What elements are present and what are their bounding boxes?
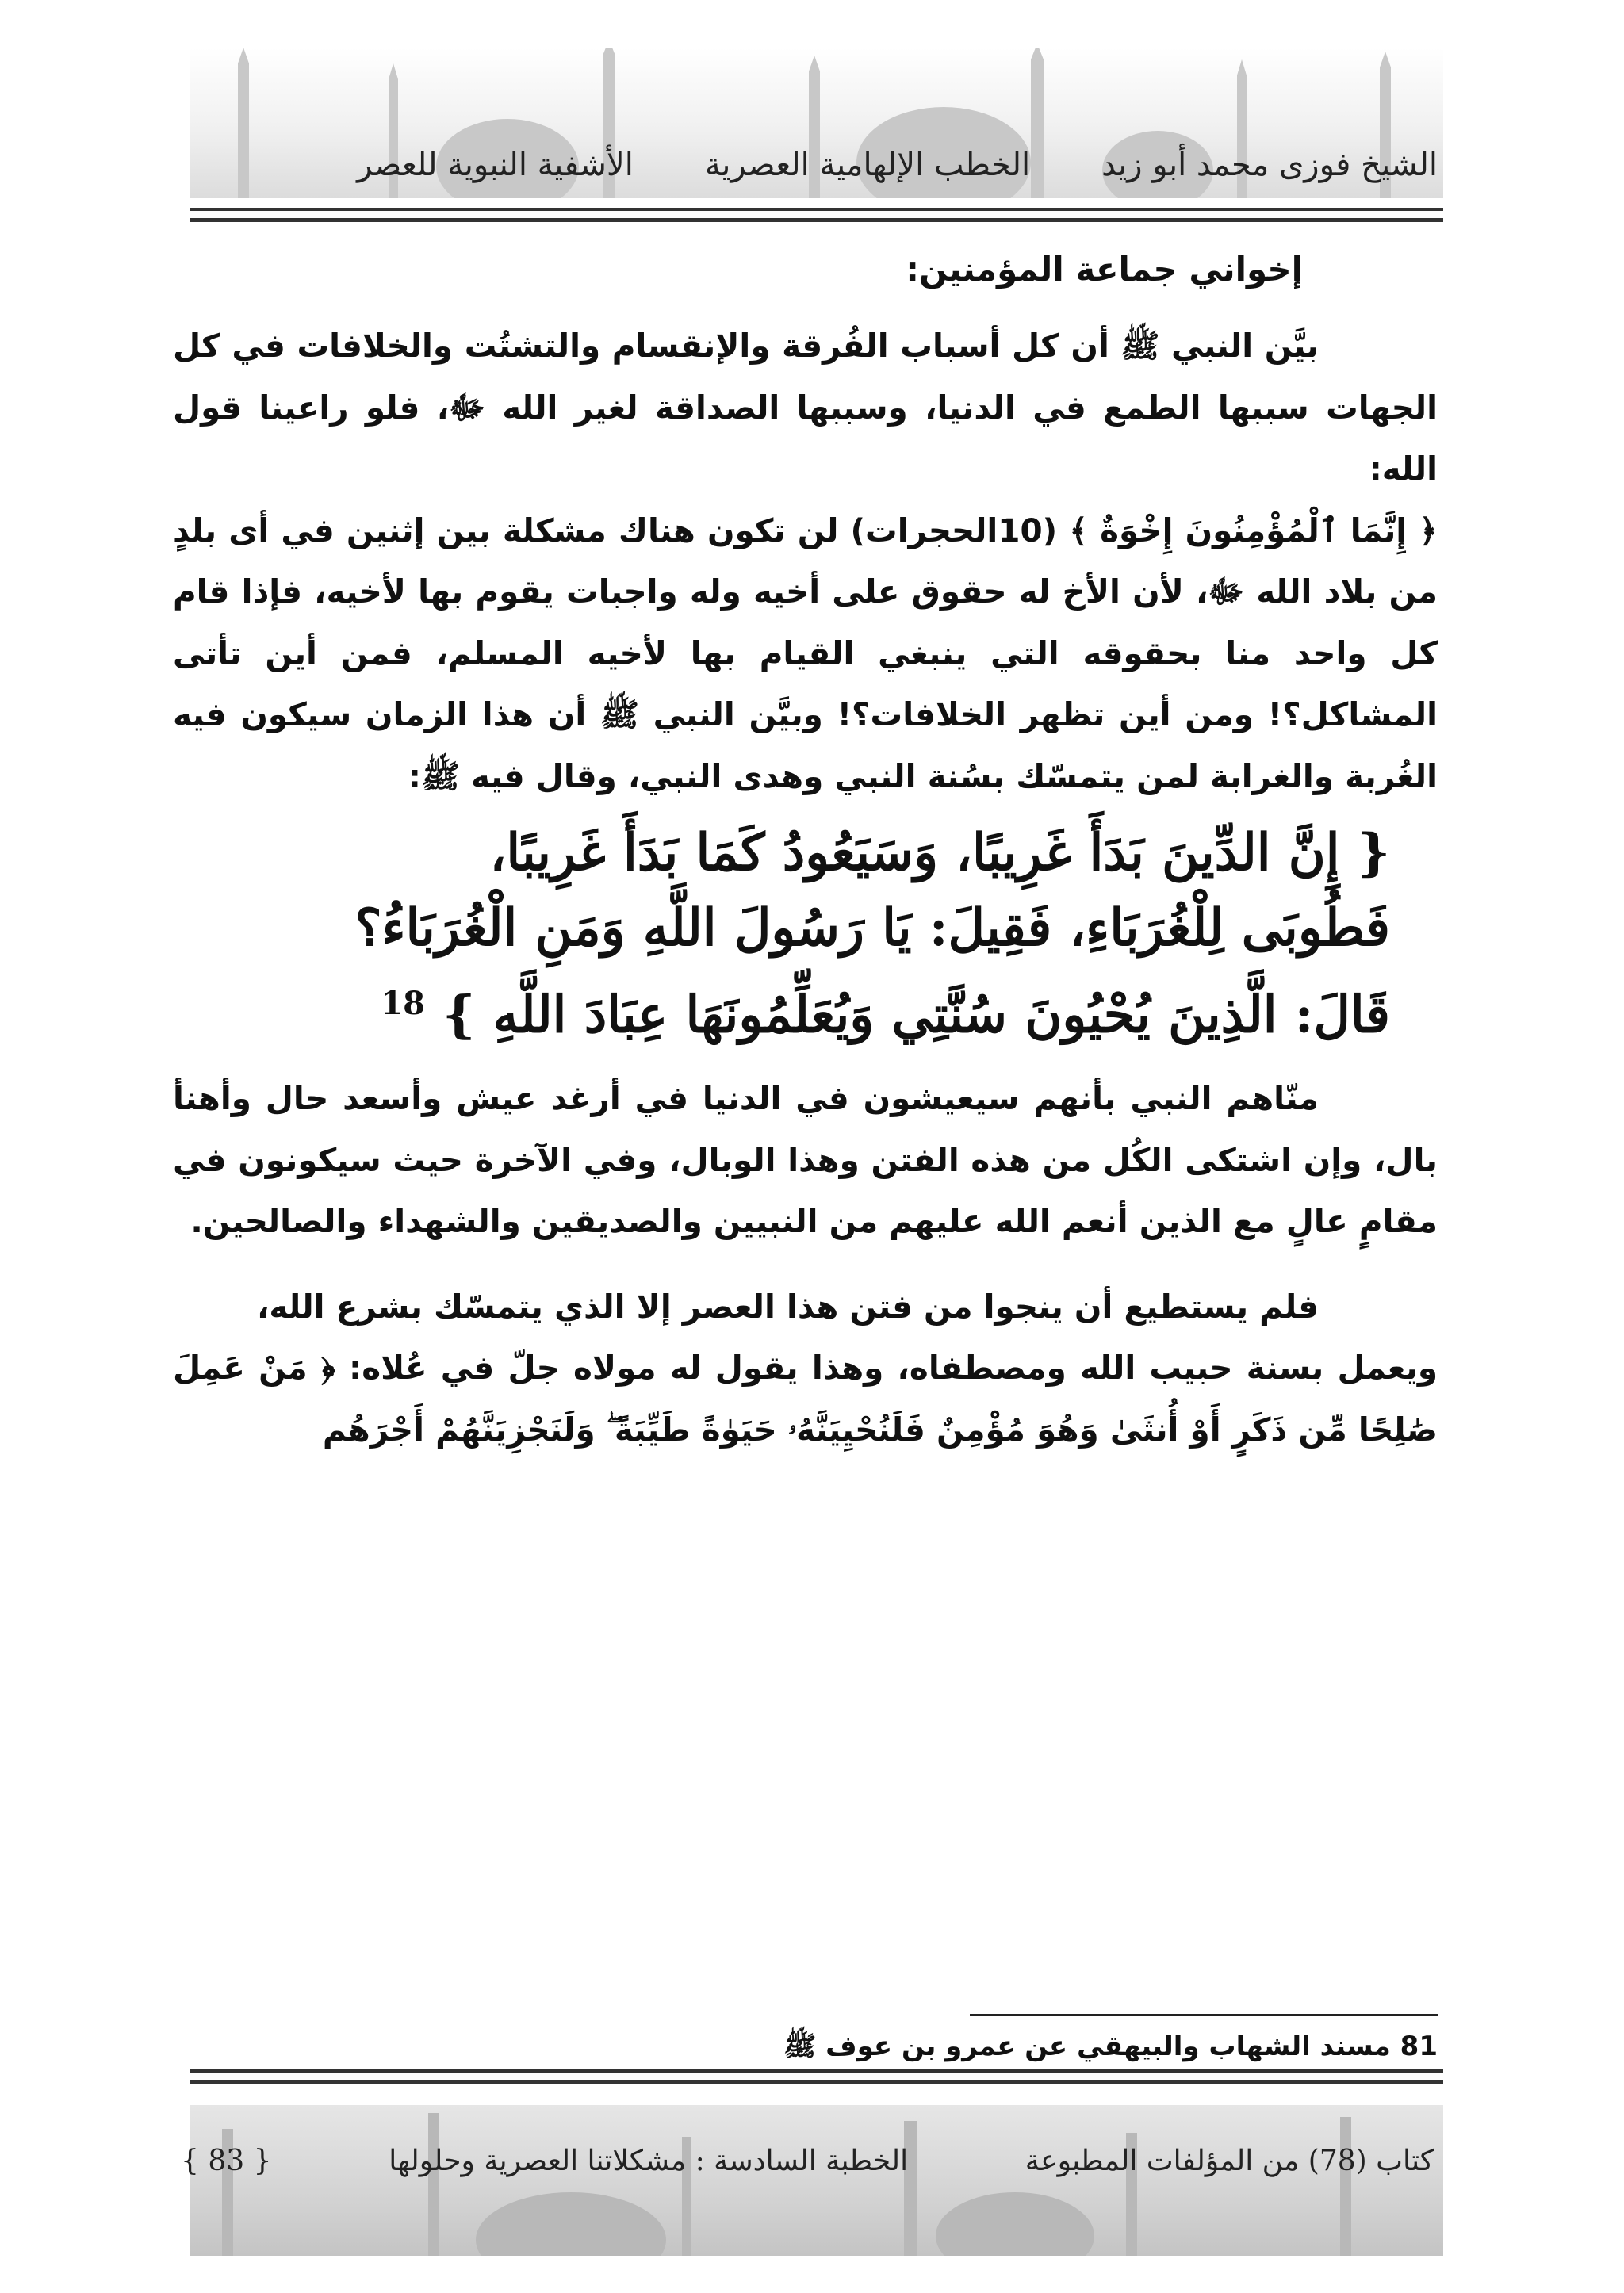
hadith-line-3: قَالَ: الَّذِينَ يُحْيُونَ سُنَّتِي وَيُعَلِّمُونَهَا عِبَادَ اللَّهِ } (442, 985, 1390, 1045)
paragraph-3: منّاهم النبي بأنهم سيعيشون في الدنيا في أرغد عيش وأسعد حال وأهنأ بال، وإن اشتكى الكُل من هذه الفتن وهذا الوبال، وفي الآخرة حيث سيكونون في مقامٍ عالٍ مع الذين أنعم الله عليهم من النبيين والصديقين والشهداء والصالحين. (173, 1079, 1438, 1241)
header-series-title: الأشفية النبوية للعصر (357, 147, 634, 183)
footnote-divider (970, 2014, 1438, 2016)
header-divider (190, 208, 1443, 229)
hadith-quote (173, 815, 1438, 1052)
running-header (169, 147, 1438, 194)
section-heading: إخواني جماعة المؤمنين: (906, 250, 1303, 289)
page-body (173, 238, 1438, 1460)
footer-sermon-title: الخطبة السادسة : مشكلاتنا العصرية وحلولها (389, 2144, 909, 2177)
footer-divider (190, 2069, 1443, 2091)
hadith-line-1: { إِنَّ الدِّينَ بَدَأَ غَرِيبًا، وَسَيَعُودُ كَمَا بَدَأَ غَرِيبًا، (489, 823, 1390, 882)
page-number: { 83 } (181, 2144, 272, 2177)
footnote: 81 مسند الشهاب والبيهقي عن عمرو بن عوف ﷺ (783, 2031, 1438, 2062)
header-book-title: الخطب الإلهامية العصرية (704, 147, 1031, 183)
running-footer (181, 2137, 1434, 2184)
footnote-marker: 18 (381, 985, 425, 1022)
paragraph-4: فلم يستطيع أن ينجوا من فتن هذا العصر إلا الذي يتمسّك بشرع الله، (257, 1287, 1319, 1326)
footer-book-reference: كتاب (78) من المؤلفات المطبوعة (1025, 2144, 1434, 2177)
paragraph-1: بيَّن النبي ﷺ أن كل أسباب الفُرقة والإنقسام والتشتُت والخلافات في كل الجهات سببها الطمع في الدنيا، وسببها الصداقة لغير الله ﷻ، فلو راعينا قول الله: (173, 327, 1438, 488)
footer-right-group (1025, 2145, 1434, 2177)
paragraph-5: ويعمل بسنة حبيب الله ومصطفاه، وهذا يقول له مولاه جلّ في عُلاه: ﴿ مَنْ عَمِلَ صَٰلِحًا مِّن ذَكَرٍ أَوْ أُنثَىٰ وَهُوَ مُؤْمِنٌ فَلَنُحْيِيَنَّهُۥ حَيَوٰةً طَيِّبَةً ۖ وَلَنَجْزِيَنَّهُمْ أَجْرَهُم (173, 1349, 1438, 1449)
hadith-line-2: فَطُوبَى لِلْغُرَبَاءِ، فَقِيلَ: يَا رَسُولَ اللَّهِ وَمَنِ الْغُرَبَاءُ؟ (354, 898, 1390, 958)
paragraph-2: ﴿ إِنَّمَا ٱلْمُؤْمِنُونَ إِخْوَةٌ ﴾ (10الحجرات) لن تكون هناك مشكلة بين إثنين في أى بلدٍ من بلاد الله ﷻ، لأن الأخ له حقوق على أخيه وله واجبات يقوم بها لأخيه، فإذا قام كل واحد منا بحقوقه التي ينبغي القيام بها لأخيه المسلم، فمن أين تأتى المشاكل؟! ومن أين تظهر الخلافات؟! وبيَّن النبي ﷺ أن هذا الزمان سيكون فيه الغُربة والغرابة لمن يتمسّك بسُنة النبي وهدى النبي، وقال فيه ﷺ: (173, 511, 1438, 795)
header-author: الشيخ فوزى محمد أبو زيد (1101, 147, 1438, 183)
